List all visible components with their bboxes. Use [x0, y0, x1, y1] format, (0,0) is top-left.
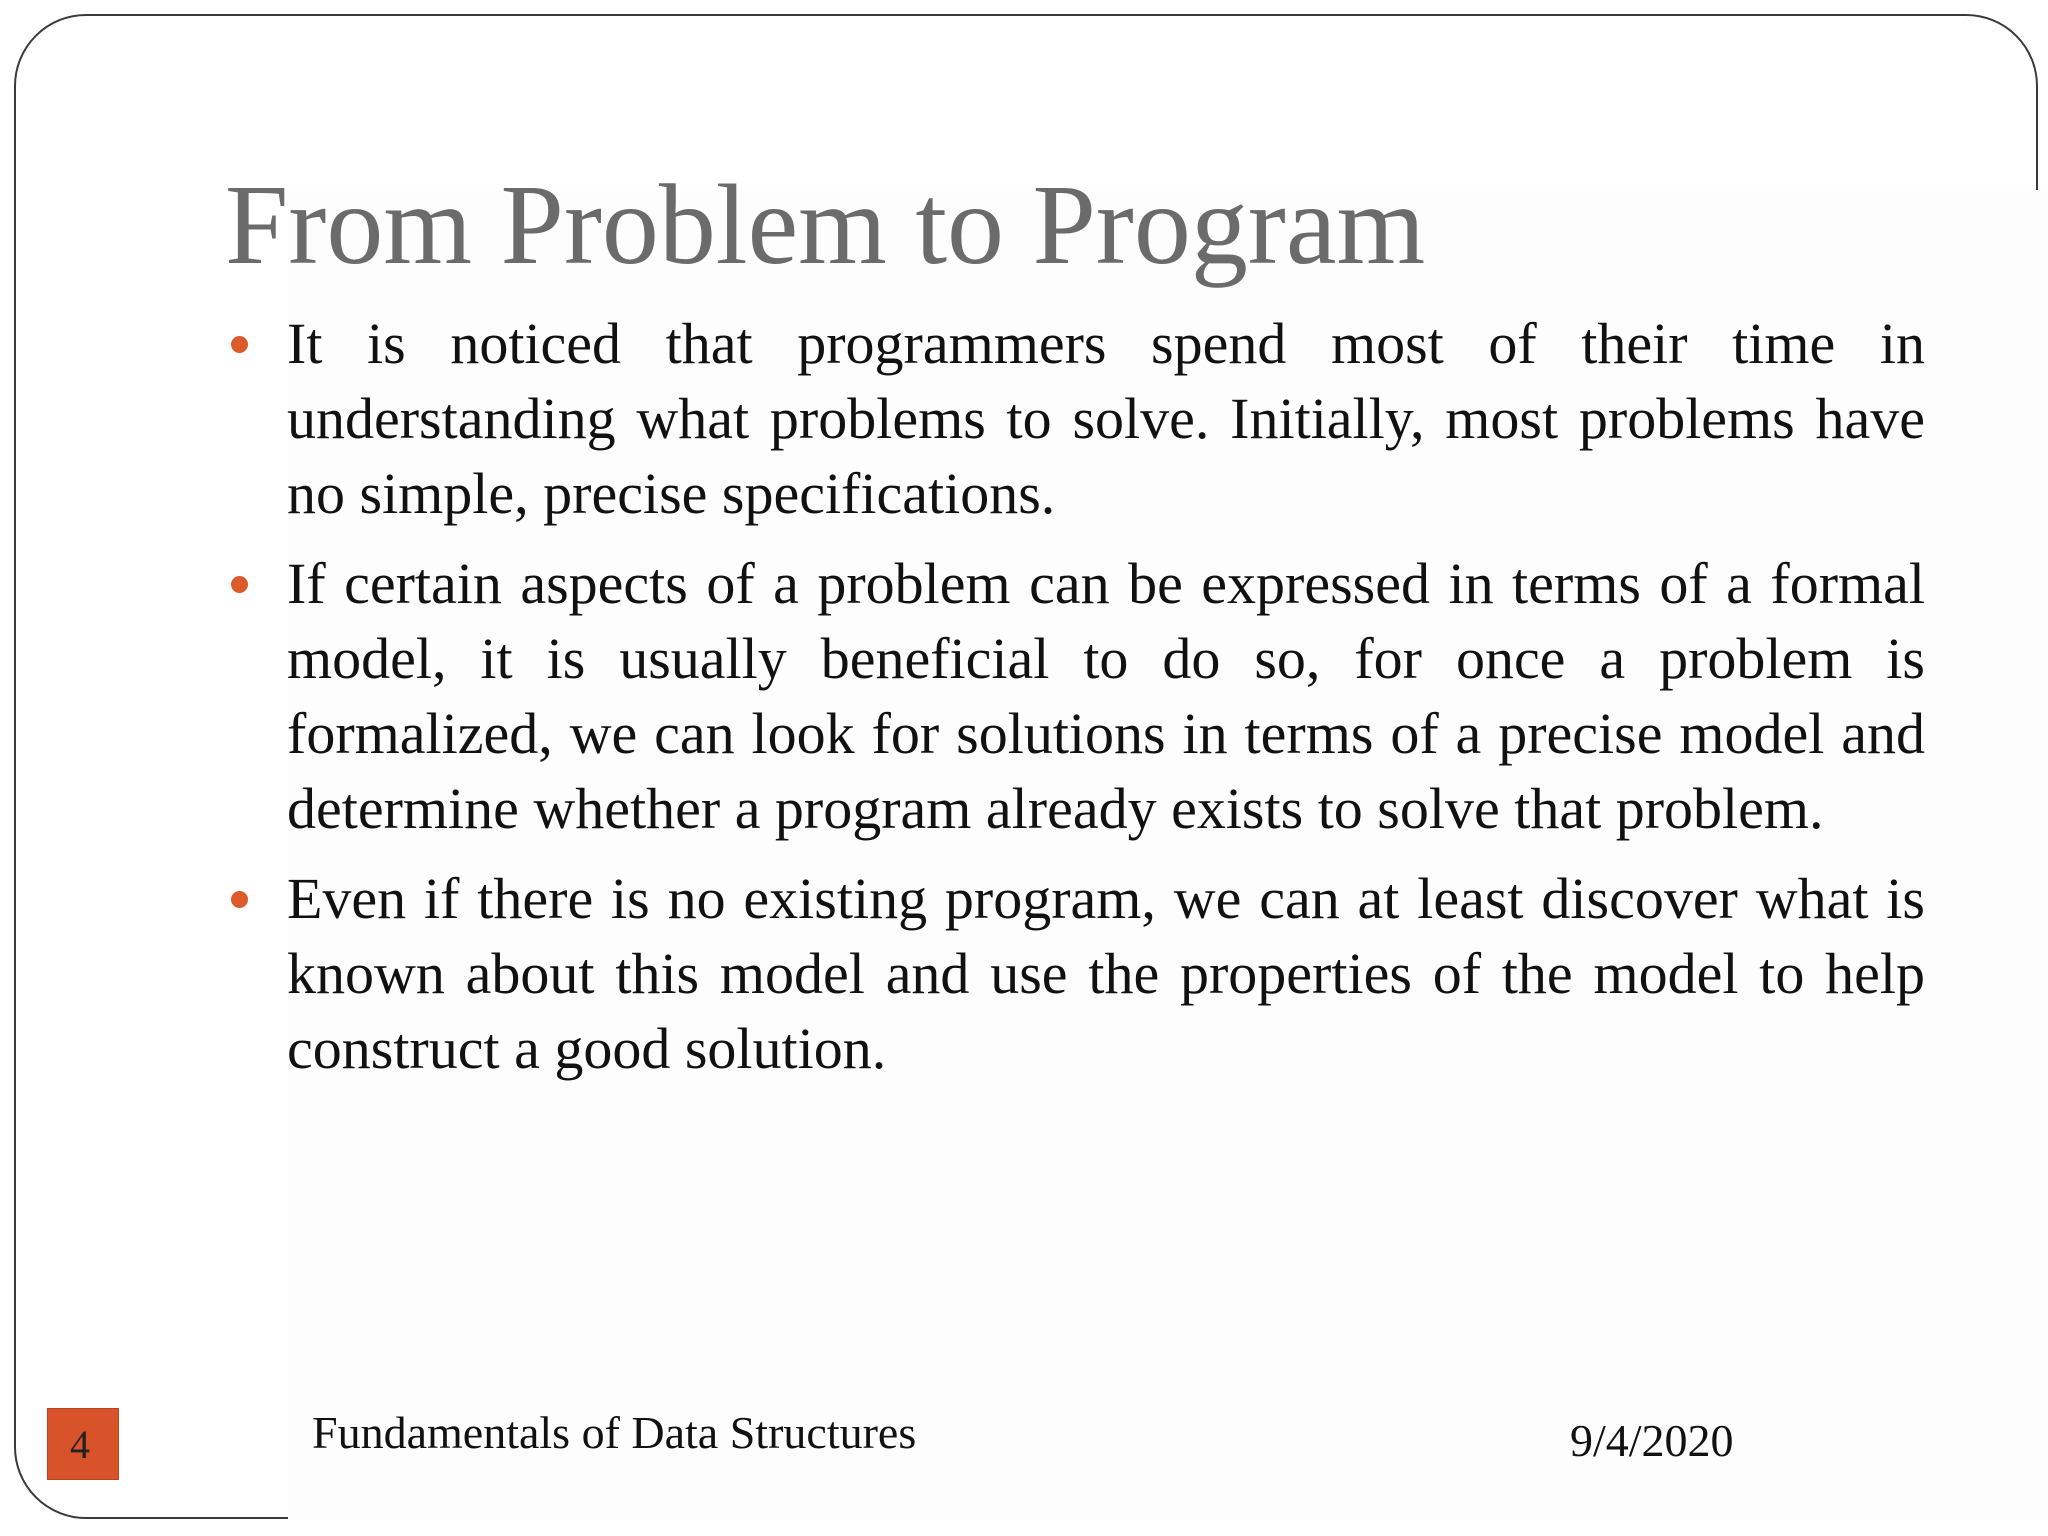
bullet-dot-icon: [231, 891, 248, 908]
bullet-dot-icon: [231, 576, 248, 593]
bullet-dot-icon: [231, 336, 248, 353]
bullet-item: [225, 306, 1925, 531]
bullet-item: [225, 861, 1925, 1086]
bullet-item: [225, 546, 1925, 846]
bullet-text: It is noticed that programmers spend most of their time in understanding what problems to solve. Initially, most problems have no simple, precise specifications.: [287, 311, 1925, 526]
bullet-list: [225, 306, 1925, 1101]
bullet-text: If certain aspects of a problem can be expressed in terms of a formal model, it is usually beneficial to do so, for once a problem is formalized, we can look for solutions in terms of a precise model and determine whether a program already exists to solve that problem.: [287, 551, 1925, 841]
page-number-badge: 4: [47, 1408, 119, 1480]
footer-date: 9/4/2020: [1570, 1415, 1734, 1466]
slide-title: From Problem to Program: [225, 161, 1426, 288]
bullet-text: Even if there is no existing program, we can at least discover what is known about this model and use the properties of the model to help construct a good solution.: [287, 866, 1925, 1081]
footer-title: Fundamentals of Data Structures: [312, 1407, 917, 1458]
